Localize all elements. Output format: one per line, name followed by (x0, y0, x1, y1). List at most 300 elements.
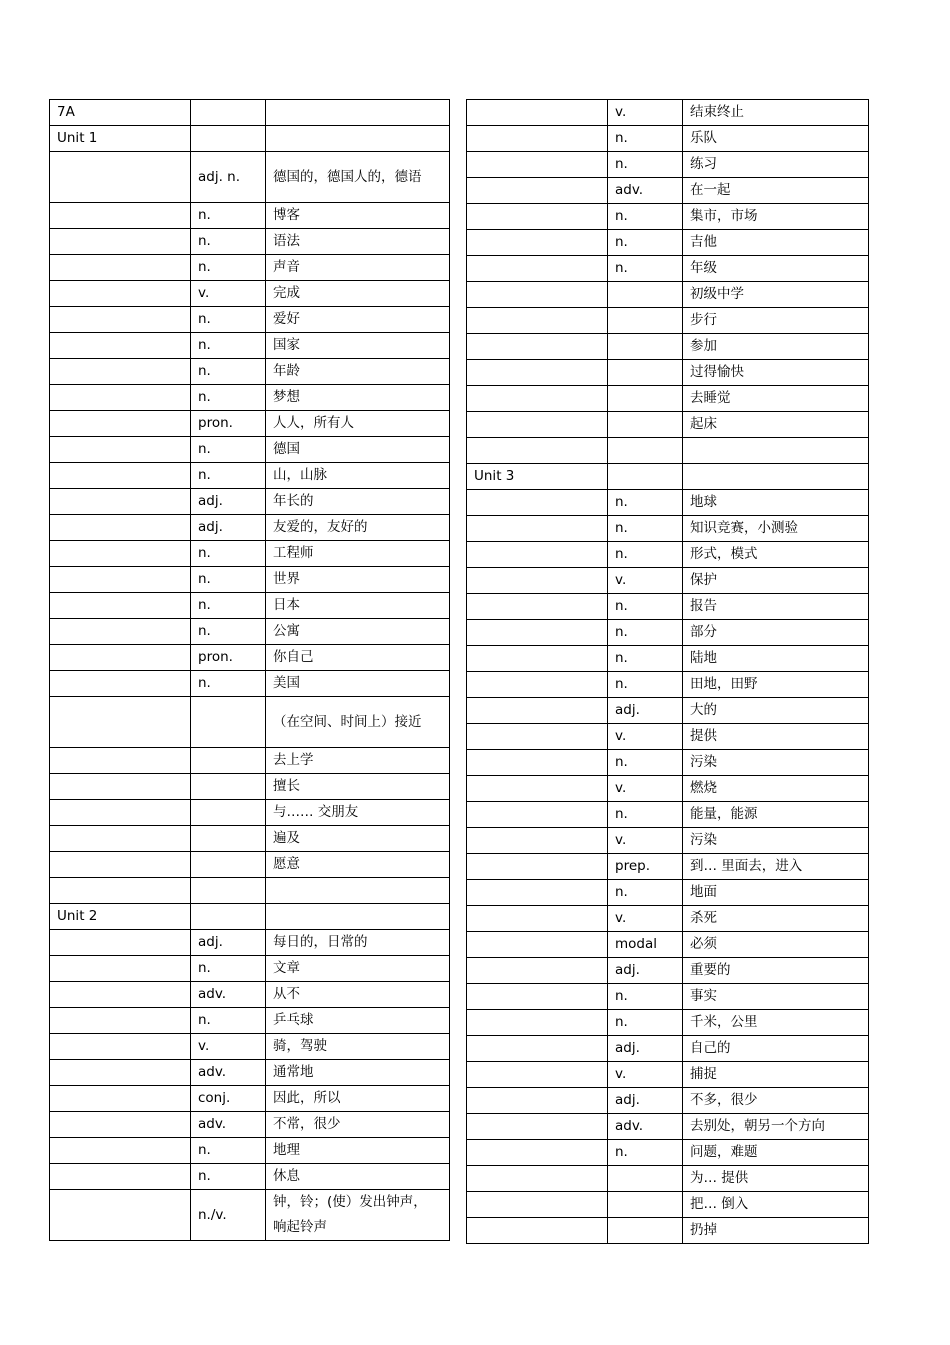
part-of-speech-cell (608, 1218, 683, 1244)
table-row (467, 594, 869, 620)
table-row (467, 1192, 869, 1218)
meaning-cell: 千米，公里 (683, 1010, 869, 1036)
heading-cell (50, 1164, 191, 1190)
heading-cell (50, 1008, 191, 1034)
heading-cell (50, 385, 191, 411)
part-of-speech-cell: n. (608, 126, 683, 152)
meaning-cell: 世界 (266, 567, 450, 593)
heading-cell (467, 360, 608, 386)
part-of-speech-cell (608, 1192, 683, 1218)
table-row (467, 1114, 869, 1140)
part-of-speech-cell: n. (191, 1138, 266, 1164)
table-row (50, 1008, 450, 1034)
table-row (50, 1112, 450, 1138)
table-row (467, 152, 869, 178)
meaning-cell: 地球 (683, 490, 869, 516)
table-row (50, 203, 450, 229)
table-row (50, 229, 450, 255)
table-row (50, 333, 450, 359)
part-of-speech-cell (191, 774, 266, 800)
meaning-cell: 结束终止 (683, 100, 869, 126)
heading-cell (50, 203, 191, 229)
meaning-cell (683, 464, 869, 490)
part-of-speech-cell: conj. (191, 1086, 266, 1112)
meaning-cell: 去别处，朝另一个方向 (683, 1114, 869, 1140)
heading-cell (50, 774, 191, 800)
table-row (50, 411, 450, 437)
table-row (50, 826, 450, 852)
meaning-cell: 德国的，德国人的，德语 (266, 152, 450, 203)
heading-cell (467, 334, 608, 360)
part-of-speech-cell: n. (191, 1008, 266, 1034)
meaning-cell (683, 438, 869, 464)
table-row (467, 386, 869, 412)
meaning-cell: 钟，铃；(使）发出钟声，响起铃声 (266, 1190, 450, 1241)
heading-cell (50, 671, 191, 697)
meaning-cell: 年龄 (266, 359, 450, 385)
meaning-cell: 过得愉快 (683, 360, 869, 386)
part-of-speech-cell: n. (191, 255, 266, 281)
meaning-cell: 年级 (683, 256, 869, 282)
table-row (50, 904, 450, 930)
heading-cell (467, 1140, 608, 1166)
part-of-speech-cell (608, 438, 683, 464)
part-of-speech-cell: n. (191, 307, 266, 333)
part-of-speech-cell (191, 904, 266, 930)
meaning-cell: 友爱的，友好的 (266, 515, 450, 541)
table-row (50, 1086, 450, 1112)
meaning-cell: 通常地 (266, 1060, 450, 1086)
heading-cell (467, 126, 608, 152)
meaning-cell: 步行 (683, 308, 869, 334)
heading-cell (50, 1138, 191, 1164)
part-of-speech-cell (191, 748, 266, 774)
table-row (467, 256, 869, 282)
meaning-cell: 必须 (683, 932, 869, 958)
part-of-speech-cell: adj. (191, 930, 266, 956)
meaning-cell: 地理 (266, 1138, 450, 1164)
vocab-table-body (467, 100, 869, 1244)
heading-cell (50, 748, 191, 774)
table-row (50, 1190, 450, 1241)
table-row (50, 619, 450, 645)
heading-cell (467, 100, 608, 126)
meaning-cell: 山，山脉 (266, 463, 450, 489)
meaning-cell: 博客 (266, 203, 450, 229)
heading-cell (467, 516, 608, 542)
meaning-cell: 完成 (266, 281, 450, 307)
part-of-speech-cell: n. (608, 542, 683, 568)
meaning-cell: 你自己 (266, 645, 450, 671)
meaning-cell: 不多，很少 (683, 1088, 869, 1114)
vocab-table-left (49, 99, 450, 1241)
part-of-speech-cell: n. (608, 1140, 683, 1166)
table-row (50, 645, 450, 671)
meaning-cell: 人人，所有人 (266, 411, 450, 437)
part-of-speech-cell: v. (191, 1034, 266, 1060)
part-of-speech-cell: v. (608, 1062, 683, 1088)
part-of-speech-cell: n. (608, 204, 683, 230)
table-row (50, 489, 450, 515)
part-of-speech-cell: pron. (191, 411, 266, 437)
meaning-cell: 国家 (266, 333, 450, 359)
heading-cell (50, 515, 191, 541)
table-row (467, 516, 869, 542)
meaning-cell: 公寓 (266, 619, 450, 645)
meaning-cell: 去睡觉 (683, 386, 869, 412)
part-of-speech-cell: v. (191, 281, 266, 307)
heading-cell (467, 880, 608, 906)
heading-cell (50, 1060, 191, 1086)
heading-cell (467, 594, 608, 620)
meaning-cell: 去上学 (266, 748, 450, 774)
part-of-speech-cell: adj. n. (191, 152, 266, 203)
heading-cell (50, 930, 191, 956)
part-of-speech-cell: n. (191, 541, 266, 567)
part-of-speech-cell: adv. (191, 982, 266, 1008)
heading-cell (50, 333, 191, 359)
part-of-speech-cell (191, 126, 266, 152)
heading-cell: 7A (50, 100, 191, 126)
part-of-speech-cell: v. (608, 776, 683, 802)
heading-cell (467, 1010, 608, 1036)
meaning-cell: 愿意 (266, 852, 450, 878)
part-of-speech-cell: adj. (608, 1088, 683, 1114)
heading-cell (50, 593, 191, 619)
meaning-cell: 田地，田野 (683, 672, 869, 698)
table-row (50, 541, 450, 567)
meaning-cell: 乐队 (683, 126, 869, 152)
heading-cell (467, 854, 608, 880)
heading-cell (50, 1112, 191, 1138)
heading-cell (50, 956, 191, 982)
heading-cell (467, 698, 608, 724)
heading-cell (50, 1034, 191, 1060)
meaning-cell: 声音 (266, 255, 450, 281)
part-of-speech-cell (608, 334, 683, 360)
heading-cell (467, 958, 608, 984)
table-row (50, 1060, 450, 1086)
table-row (467, 1062, 869, 1088)
heading-cell (50, 878, 191, 904)
meaning-cell: 语法 (266, 229, 450, 255)
table-row (50, 515, 450, 541)
table-row (50, 152, 450, 203)
meaning-cell: 把… 倒入 (683, 1192, 869, 1218)
meaning-cell: 日本 (266, 593, 450, 619)
table-row (467, 230, 869, 256)
heading-cell (467, 1192, 608, 1218)
part-of-speech-cell: pron. (191, 645, 266, 671)
meaning-cell: 地面 (683, 880, 869, 906)
meaning-cell: 遍及 (266, 826, 450, 852)
meaning-cell: 能量，能源 (683, 802, 869, 828)
table-row (467, 1218, 869, 1244)
table-row (50, 307, 450, 333)
table-row (467, 490, 869, 516)
meaning-cell: 为… 提供 (683, 1166, 869, 1192)
heading-cell (467, 204, 608, 230)
heading-cell (467, 672, 608, 698)
heading-cell: Unit 2 (50, 904, 191, 930)
part-of-speech-cell: n. (191, 385, 266, 411)
part-of-speech-cell (608, 386, 683, 412)
table-row (467, 360, 869, 386)
part-of-speech-cell: n. (608, 880, 683, 906)
part-of-speech-cell: n. (191, 593, 266, 619)
meaning-cell: 集市，市场 (683, 204, 869, 230)
meaning-cell: 知识竞赛，小测验 (683, 516, 869, 542)
part-of-speech-cell: n. (608, 984, 683, 1010)
meaning-cell (266, 904, 450, 930)
table-row (467, 1166, 869, 1192)
table-row (50, 800, 450, 826)
heading-cell (467, 802, 608, 828)
part-of-speech-cell: n. (191, 956, 266, 982)
heading-cell (467, 646, 608, 672)
table-row (467, 854, 869, 880)
part-of-speech-cell: v. (608, 906, 683, 932)
table-row (467, 100, 869, 126)
meaning-cell: 陆地 (683, 646, 869, 672)
heading-cell (50, 852, 191, 878)
table-row (467, 568, 869, 594)
table-row (50, 593, 450, 619)
meaning-cell: 事实 (683, 984, 869, 1010)
meaning-cell: 不常，很少 (266, 1112, 450, 1138)
table-row (50, 359, 450, 385)
part-of-speech-cell: n. (608, 594, 683, 620)
heading-cell (467, 308, 608, 334)
table-row (50, 437, 450, 463)
heading-cell (50, 567, 191, 593)
heading-cell (50, 1086, 191, 1112)
part-of-speech-cell (608, 412, 683, 438)
table-row (467, 412, 869, 438)
meaning-cell: 参加 (683, 334, 869, 360)
part-of-speech-cell: n. (608, 152, 683, 178)
part-of-speech-cell: n. (191, 1164, 266, 1190)
part-of-speech-cell: n. (608, 256, 683, 282)
part-of-speech-cell: n./v. (191, 1190, 266, 1241)
table-row (467, 750, 869, 776)
table-row (467, 438, 869, 464)
table-row (50, 100, 450, 126)
heading-cell (50, 697, 191, 748)
heading-cell (50, 359, 191, 385)
table-row (467, 906, 869, 932)
heading-cell (467, 1166, 608, 1192)
part-of-speech-cell: n. (191, 671, 266, 697)
heading-cell (50, 826, 191, 852)
meaning-cell: 年长的 (266, 489, 450, 515)
table-row (50, 1138, 450, 1164)
part-of-speech-cell (608, 360, 683, 386)
meaning-cell: 杀死 (683, 906, 869, 932)
meaning-cell: 骑，驾驶 (266, 1034, 450, 1060)
table-row (467, 646, 869, 672)
part-of-speech-cell: n. (191, 203, 266, 229)
part-of-speech-cell: n. (191, 359, 266, 385)
table-row (467, 282, 869, 308)
part-of-speech-cell: adj. (191, 515, 266, 541)
part-of-speech-cell (191, 826, 266, 852)
part-of-speech-cell: n. (608, 490, 683, 516)
table-row (467, 828, 869, 854)
table-row (467, 464, 869, 490)
meaning-cell: 重要的 (683, 958, 869, 984)
part-of-speech-cell: adv. (608, 178, 683, 204)
part-of-speech-cell (608, 282, 683, 308)
table-row (50, 982, 450, 1008)
table-row (50, 463, 450, 489)
heading-cell (467, 490, 608, 516)
meaning-cell (266, 100, 450, 126)
meaning-cell: 梦想 (266, 385, 450, 411)
part-of-speech-cell: adv. (191, 1060, 266, 1086)
part-of-speech-cell (191, 800, 266, 826)
meaning-cell: 休息 (266, 1164, 450, 1190)
meaning-cell: 形式，模式 (683, 542, 869, 568)
heading-cell (467, 438, 608, 464)
meaning-cell: 擅长 (266, 774, 450, 800)
part-of-speech-cell: n. (608, 802, 683, 828)
part-of-speech-cell: n. (608, 646, 683, 672)
table-row (467, 1010, 869, 1036)
table-row (467, 1140, 869, 1166)
table-row (50, 852, 450, 878)
heading-cell (467, 724, 608, 750)
meaning-cell: 污染 (683, 828, 869, 854)
vocab-table-right (466, 99, 869, 1244)
table-row (467, 126, 869, 152)
table-row (467, 802, 869, 828)
heading-cell (50, 800, 191, 826)
vocab-table-body (50, 100, 450, 1241)
meaning-cell: 从不 (266, 982, 450, 1008)
heading-cell (467, 1218, 608, 1244)
heading-cell (50, 255, 191, 281)
heading-cell (467, 1062, 608, 1088)
meaning-cell: 与…… 交朋友 (266, 800, 450, 826)
part-of-speech-cell (608, 308, 683, 334)
part-of-speech-cell: v. (608, 828, 683, 854)
meaning-cell: 爱好 (266, 307, 450, 333)
table-row (50, 385, 450, 411)
heading-cell (467, 542, 608, 568)
part-of-speech-cell: n. (191, 437, 266, 463)
part-of-speech-cell: adv. (191, 1112, 266, 1138)
table-row (467, 724, 869, 750)
part-of-speech-cell: adj. (608, 958, 683, 984)
meaning-cell: 捕捉 (683, 1062, 869, 1088)
part-of-speech-cell: n. (191, 619, 266, 645)
table-row (467, 984, 869, 1010)
heading-cell (50, 152, 191, 203)
heading-cell (467, 256, 608, 282)
part-of-speech-cell: n. (608, 516, 683, 542)
meaning-cell: 扔掉 (683, 1218, 869, 1244)
part-of-speech-cell (191, 852, 266, 878)
meaning-cell: 报告 (683, 594, 869, 620)
heading-cell (50, 619, 191, 645)
heading-cell (467, 412, 608, 438)
meaning-cell: 部分 (683, 620, 869, 646)
meaning-cell: 保护 (683, 568, 869, 594)
heading-cell (467, 386, 608, 412)
heading-cell (467, 620, 608, 646)
table-row (50, 748, 450, 774)
table-row (50, 697, 450, 748)
part-of-speech-cell: v. (608, 100, 683, 126)
heading-cell: Unit 1 (50, 126, 191, 152)
table-row (50, 281, 450, 307)
meaning-cell: 吉他 (683, 230, 869, 256)
part-of-speech-cell: n. (191, 463, 266, 489)
meaning-cell: 到… 里面去，进入 (683, 854, 869, 880)
table-row (50, 1034, 450, 1060)
part-of-speech-cell: n. (608, 672, 683, 698)
part-of-speech-cell: n. (191, 229, 266, 255)
meaning-cell: 自己的 (683, 1036, 869, 1062)
heading-cell (467, 750, 608, 776)
meaning-cell: 起床 (683, 412, 869, 438)
table-row (467, 698, 869, 724)
table-row (467, 776, 869, 802)
part-of-speech-cell (608, 1166, 683, 1192)
table-row (50, 956, 450, 982)
part-of-speech-cell (191, 878, 266, 904)
heading-cell (467, 282, 608, 308)
meaning-cell: 文章 (266, 956, 450, 982)
table-row (467, 1088, 869, 1114)
heading-cell (467, 1114, 608, 1140)
table-row (467, 620, 869, 646)
heading-cell (50, 1190, 191, 1241)
heading-cell (50, 645, 191, 671)
meaning-cell: 每日的，日常的 (266, 930, 450, 956)
heading-cell (467, 932, 608, 958)
meaning-cell: 在一起 (683, 178, 869, 204)
part-of-speech-cell: n. (608, 1010, 683, 1036)
heading-cell (50, 437, 191, 463)
heading-cell (467, 152, 608, 178)
heading-cell (467, 828, 608, 854)
heading-cell (50, 411, 191, 437)
table-row (467, 334, 869, 360)
meaning-cell (266, 878, 450, 904)
meaning-cell: 大的 (683, 698, 869, 724)
table-row (50, 126, 450, 152)
meaning-cell: （在空间、时间上）接近 (266, 697, 450, 748)
meaning-cell: 提供 (683, 724, 869, 750)
part-of-speech-cell: n. (608, 230, 683, 256)
part-of-speech-cell: v. (608, 724, 683, 750)
part-of-speech-cell: adj. (608, 1036, 683, 1062)
meaning-cell: 练习 (683, 152, 869, 178)
part-of-speech-cell (608, 464, 683, 490)
meaning-cell: 美国 (266, 671, 450, 697)
meaning-cell: 污染 (683, 750, 869, 776)
table-row (467, 1036, 869, 1062)
table-row (467, 958, 869, 984)
heading-cell (467, 1088, 608, 1114)
heading-cell (467, 906, 608, 932)
table-row (50, 774, 450, 800)
part-of-speech-cell: v. (608, 568, 683, 594)
meaning-cell: 初级中学 (683, 282, 869, 308)
meaning-cell: 德国 (266, 437, 450, 463)
